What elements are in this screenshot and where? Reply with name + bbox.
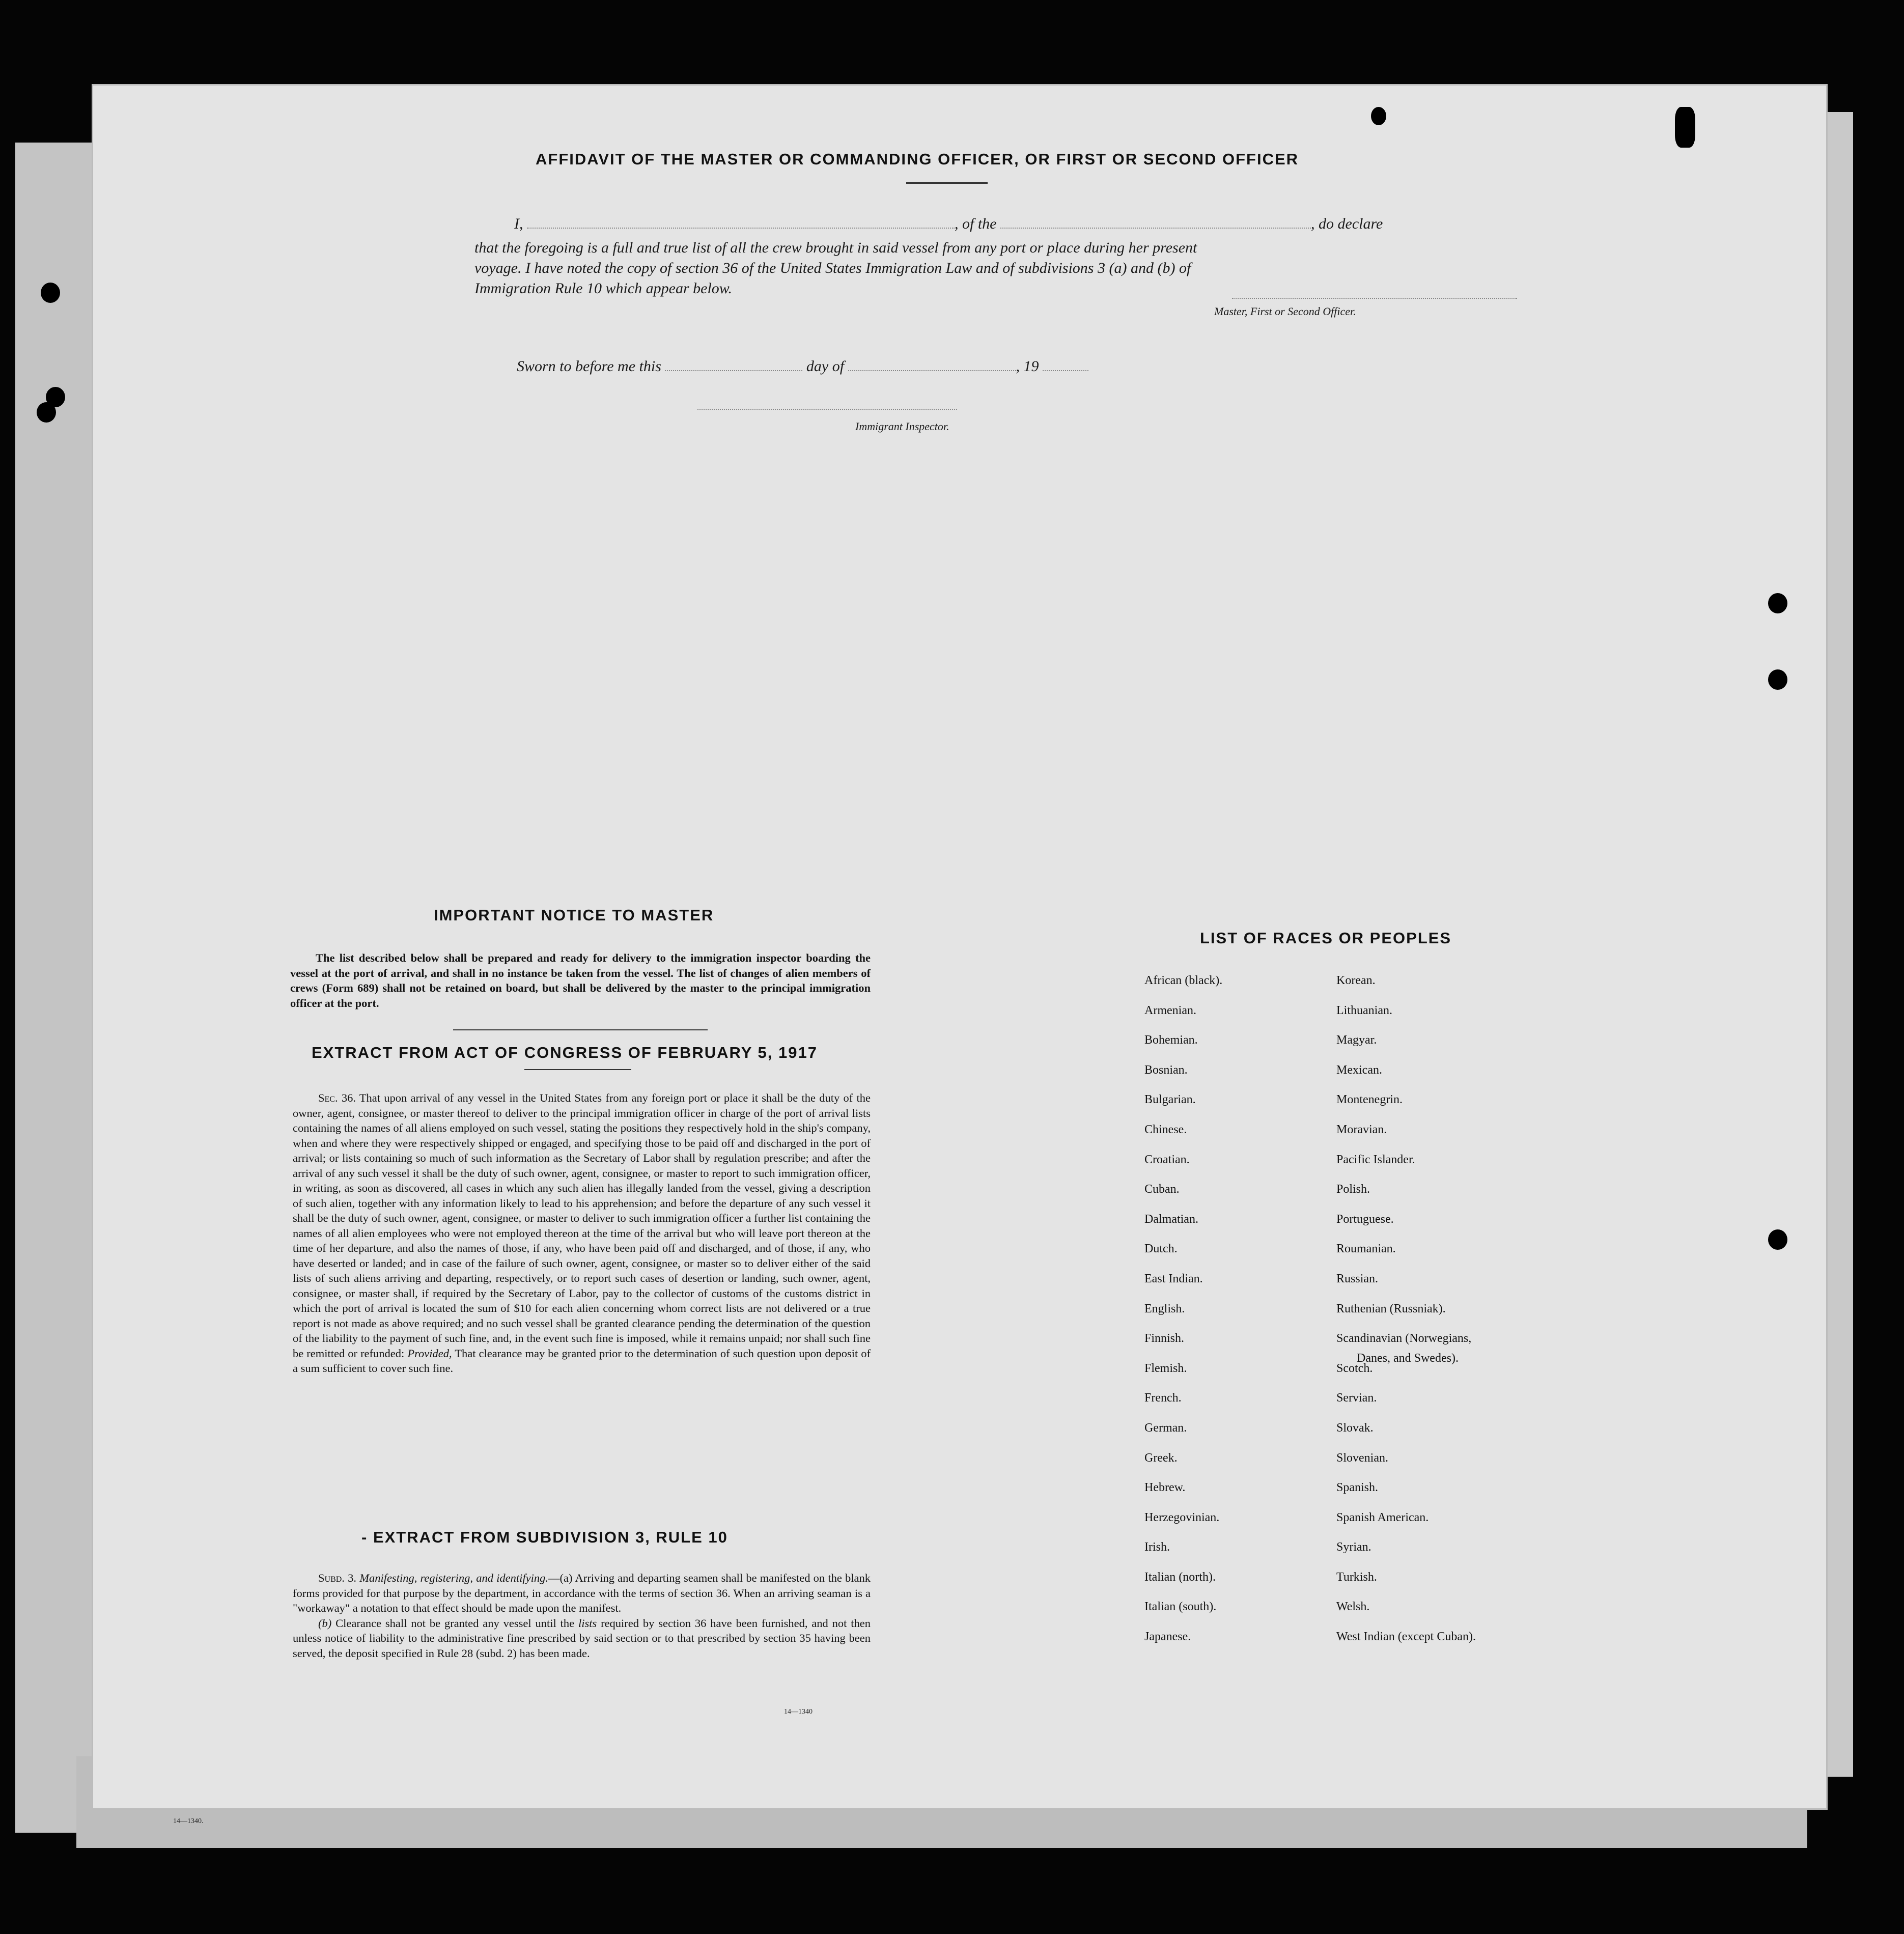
sworn-day-blank bbox=[665, 370, 802, 371]
race-item: Scotch. bbox=[1336, 1361, 1373, 1375]
race-item: Korean. bbox=[1336, 974, 1376, 987]
rule-extract-title bbox=[361, 1528, 728, 1547]
race-item: English. bbox=[1144, 1302, 1185, 1315]
race-item: Hebrew. bbox=[1144, 1481, 1186, 1495]
corner-form-number: 14—1340. bbox=[173, 1817, 204, 1825]
affidavit-line-3: Immigration Rule 10 which appear below. bbox=[474, 280, 733, 297]
race-item: Croatian. bbox=[1144, 1153, 1190, 1166]
do-declare-label: , do declare bbox=[1311, 215, 1383, 232]
race-item: Cuban. bbox=[1144, 1183, 1180, 1196]
of-the-label: , of the bbox=[955, 215, 997, 232]
race-item: Armenian. bbox=[1144, 1003, 1196, 1017]
race-item: Portuguese. bbox=[1336, 1212, 1394, 1226]
race-item: Spanish. bbox=[1336, 1481, 1379, 1495]
race-item: Polish. bbox=[1336, 1183, 1370, 1196]
race-item: East Indian. bbox=[1144, 1272, 1203, 1285]
race-item: Scandinavian (Norwegians, bbox=[1336, 1332, 1472, 1346]
manifest-back-page bbox=[92, 84, 1828, 1810]
rule-paragraph-b bbox=[293, 1616, 871, 1661]
race-item: Finnish. bbox=[1144, 1332, 1185, 1346]
b-text-1: Clearance shall not be granted any vessel until the bbox=[335, 1616, 575, 1630]
provided-label: Provided, bbox=[407, 1347, 452, 1360]
act-body: That upon arrival of any vessel in the United States from any foreign port or place it shall be the duty of the owner, agent, consignee, or master thereof to deliver to the principal immigration officer in charge of the port of arrival lists containing the names of all aliens employed on such vessel, stating the positions they respectively hold in the ship's company, when and where they were respectively shipped or engaged, and specifying those to be paid off and discharged in the port of arrival; or lists containing so much of such information as the Secretary of Labor shall by regulation prescribe; and after the arrival of any such vessel it shall be the duty of such owner, agent, consignee, or master to report to such immigration officer, in writing, as soon as discovered, all cases in which any such alien has illegally landed from the vessel, giving a description of such alien, together with any information likely to lead to his apprehension; and before the departure of any such vessel it shall be the duty of such owner, agent, consignee, or master to deliver to such immigration officer a further list containing the names of all alien employees who were not employed thereon at the time of the arrival but who will leave port thereon at the time of her departure, and also the names of those, if any, who have been paid off and discharged, and of those, if any, who have deserted or landed; and in case of the failure of such owner, agent, consignee, or master so to deliver either of the said lists of such aliens arriving and departing, respectively, or to report such cases of desertion or landing, such owner, agent, consignee, or master shall, if required by the Secretary of Labor, pay to the collector of customs of the customs district in which the port of arrival is located the sum of $10 for each alien concerning whom correct lists are not delivered or a true report is not made as above required; and no such vessel shall be granted clearance pending the determination of the question of the liability to the payment of such fine, and, in the event such fine is imposed, while it remains unpaid; nor shall such fine be remitted or refunded: bbox=[293, 1091, 871, 1360]
sworn-before-label: Sworn to before me this bbox=[517, 358, 661, 375]
punch-hole-icon bbox=[1675, 107, 1695, 148]
sec-label: Sec. 36. bbox=[318, 1091, 356, 1104]
race-item: Greek. bbox=[1144, 1451, 1178, 1465]
punch-hole-icon bbox=[41, 283, 60, 303]
race-item: Slovenian. bbox=[1336, 1451, 1388, 1465]
race-item: African (black). bbox=[1144, 974, 1223, 987]
race-item: Syrian. bbox=[1336, 1540, 1371, 1554]
race-item: West Indian (except Cuban). bbox=[1336, 1630, 1476, 1644]
affidavit-line-i bbox=[514, 215, 1383, 233]
race-item: Bosnian. bbox=[1144, 1063, 1188, 1077]
punch-hole-icon bbox=[37, 402, 56, 423]
race-item: Chinese. bbox=[1144, 1123, 1187, 1136]
race-item: Roumanian. bbox=[1336, 1242, 1396, 1256]
race-item: Magyar. bbox=[1336, 1033, 1377, 1047]
race-item: Spanish American. bbox=[1336, 1510, 1429, 1524]
races-right-column bbox=[1336, 974, 1476, 1660]
act-extract-rule bbox=[524, 1069, 631, 1070]
b-label: (b) bbox=[318, 1616, 332, 1630]
inspector-caption: Immigrant Inspector. bbox=[855, 420, 949, 433]
rule-dash-mark: - bbox=[361, 1528, 373, 1546]
b-lists: lists bbox=[578, 1616, 597, 1630]
a-text: Arriving and departing seamen shall be manifested on the blank forms provided for that purpose by the department, in accordance with the terms of section 36. When an arriving seaman is a "workaway" a notation to that effect should be made upon the manifest. bbox=[293, 1572, 871, 1614]
race-item: Bohemian. bbox=[1144, 1033, 1198, 1047]
inspector-blank bbox=[697, 409, 957, 410]
race-item: Ruthenian (Russniak). bbox=[1336, 1302, 1446, 1315]
race-item: Japanese. bbox=[1144, 1630, 1191, 1644]
race-item: Italian (south). bbox=[1144, 1600, 1217, 1614]
punch-hole-icon bbox=[1768, 1229, 1787, 1250]
a-label: —(a) bbox=[548, 1572, 573, 1584]
act-paragraph bbox=[293, 1090, 871, 1376]
races-left-column bbox=[1144, 974, 1222, 1660]
punch-hole-icon bbox=[1768, 669, 1787, 690]
day-of-label: day of bbox=[806, 358, 845, 375]
subd-heading: Manifesting, registering, and identifying. bbox=[359, 1572, 549, 1584]
race-item: Turkish. bbox=[1336, 1570, 1377, 1584]
notice-title: IMPORTANT NOTICE TO MASTER bbox=[434, 906, 714, 924]
race-item: Bulgarian. bbox=[1144, 1093, 1196, 1107]
notice-rule bbox=[453, 1029, 708, 1030]
race-item: Pacific Islander. bbox=[1336, 1153, 1415, 1166]
race-item: Dalmatian. bbox=[1144, 1212, 1198, 1226]
punch-hole-icon bbox=[1371, 107, 1386, 125]
race-item: Mexican. bbox=[1336, 1063, 1382, 1077]
race-item: Russian. bbox=[1336, 1272, 1379, 1285]
i-label: I, bbox=[514, 215, 523, 232]
vessel-blank bbox=[1000, 228, 1311, 229]
sworn-year-blank bbox=[1043, 370, 1088, 371]
race-item: Montenegrin. bbox=[1336, 1093, 1403, 1107]
race-item: Dutch. bbox=[1144, 1242, 1178, 1256]
act-extract-title: EXTRACT FROM ACT OF CONGRESS OF FEBRUARY 5, 1917 bbox=[312, 1044, 818, 1061]
b-text-2: required by section 36 have been furnished, and not then unless notice of liability to the administrative fine prescribed by said section or to that prescribed by section 35 having been served, the deposit specified in Rule 28 (subd. 2) has been made. bbox=[293, 1616, 871, 1660]
race-item: Italian (north). bbox=[1144, 1570, 1216, 1584]
affidavit-title-rule bbox=[906, 182, 988, 184]
race-item: Welsh. bbox=[1336, 1600, 1370, 1614]
notice-text bbox=[290, 950, 871, 1011]
race-item: German. bbox=[1144, 1421, 1187, 1435]
act-extract-text bbox=[293, 1090, 871, 1376]
signature-caption: Master, First or Second Officer. bbox=[1214, 305, 1356, 318]
rule-paragraph-a bbox=[293, 1571, 871, 1616]
subd-label: Subd. 3. bbox=[318, 1572, 356, 1584]
name-blank bbox=[527, 228, 955, 229]
notice-paragraph: The list described below shall be prepared and ready for delivery to the immigration inspector boarding the vessel at the port of arrival, and shall in no instance be taken from the vessel. The list of changes of alien members of crews (Form 689) shall not be retained on board, but shall be delivered by the master to the principal immigration officer at the port. bbox=[290, 951, 871, 1010]
affidavit-title: AFFIDAVIT OF THE MASTER OR COMMANDING OFFICER, OR FIRST OR SECOND OFFICER bbox=[536, 150, 1299, 168]
scandinavian-continuation: Danes, and Swedes). bbox=[1357, 1352, 1459, 1365]
race-item: Flemish. bbox=[1144, 1361, 1187, 1375]
form-number: 14—1340 bbox=[784, 1708, 813, 1716]
sworn-line bbox=[517, 358, 1088, 375]
races-title: LIST OF RACES OR PEOPLES bbox=[1200, 929, 1452, 947]
race-item: Slovak. bbox=[1336, 1421, 1374, 1435]
punch-hole-icon bbox=[1768, 593, 1787, 613]
race-item: Lithuanian. bbox=[1336, 1003, 1392, 1017]
race-item: Herzegovinian. bbox=[1144, 1510, 1220, 1524]
year-label: , 19 bbox=[1016, 358, 1039, 375]
signature-blank bbox=[1232, 298, 1517, 299]
rule-extract-text bbox=[293, 1571, 871, 1661]
race-item: Irish. bbox=[1144, 1540, 1170, 1554]
race-item: Moravian. bbox=[1336, 1123, 1387, 1136]
rule-extract-title-text: EXTRACT FROM SUBDIVISION 3, RULE 10 bbox=[373, 1528, 728, 1546]
race-item: Servian. bbox=[1336, 1391, 1377, 1405]
affidavit-line-2: voyage. I have noted the copy of section 36 of the United States Immigration Law and of subdivisions 3 (a) and (b) of bbox=[474, 260, 1191, 276]
race-item: French. bbox=[1144, 1391, 1182, 1405]
act-body-end: That clearance may be granted prior to the determination of such question upon deposit of a sum sufficient to cover such fine. bbox=[293, 1347, 871, 1375]
affidavit-line-1: that the foregoing is a full and true list of all the crew brought in said vessel from any port or place during her present bbox=[474, 239, 1197, 256]
sworn-month-blank bbox=[848, 370, 1016, 371]
